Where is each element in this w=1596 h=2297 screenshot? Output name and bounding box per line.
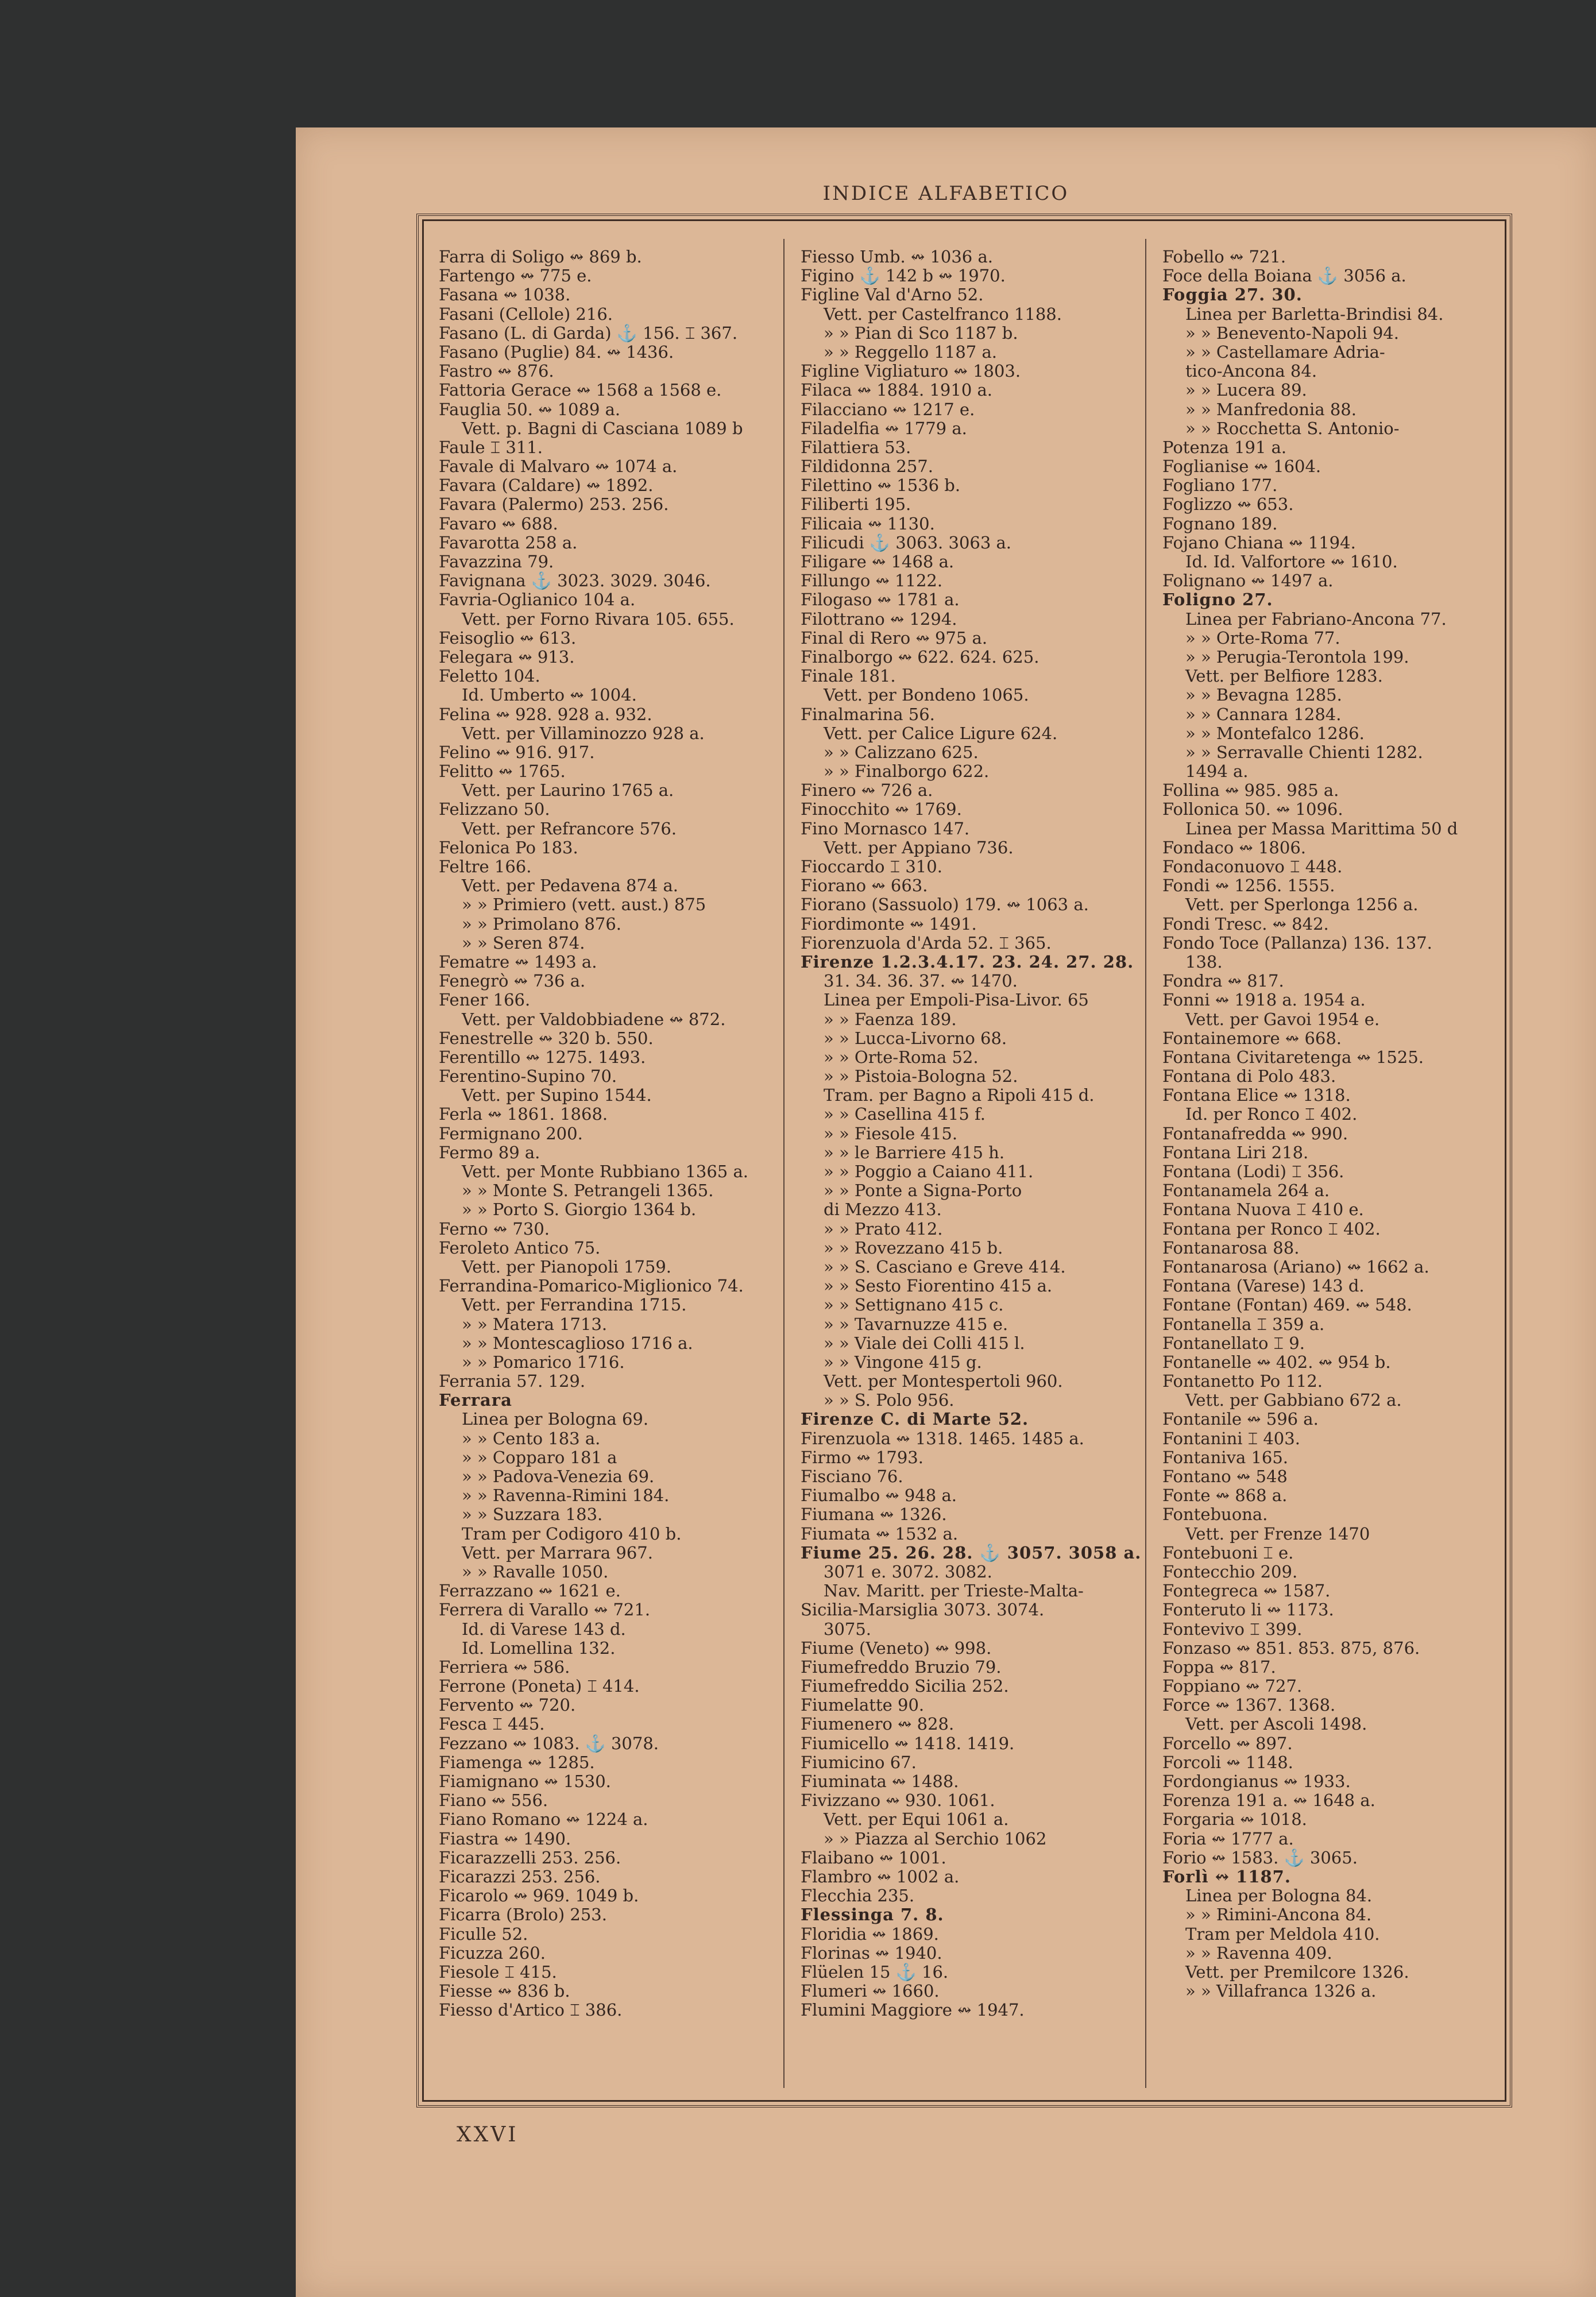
- index-entry: Ficuzza 260.: [439, 1943, 546, 1963]
- index-entry: Fontegreca ↭ 1587.: [1162, 1581, 1331, 1601]
- index-entry: Linea per Barletta-Brindisi 84.: [1185, 304, 1444, 324]
- index-entry: Follina ↭ 985. 985 a.: [1162, 781, 1339, 801]
- index-entry: » » Rimini-Ancona 84.: [1185, 1905, 1372, 1925]
- index-entry: Fontevivo ⌶ 399.: [1162, 1619, 1303, 1639]
- index-entry: Felegara ↭ 913.: [439, 647, 575, 667]
- index-entry: » » Calizzano 625.: [824, 743, 979, 762]
- index-entry: Firenze C. di Marte 52.: [801, 1410, 1029, 1429]
- index-entry: 31. 34. 36. 37. ↭ 1470.: [824, 972, 1018, 991]
- index-entry: » » Porto S. Giorgio 1364 b.: [462, 1200, 697, 1220]
- index-entry: Flumeri ↭ 1660.: [801, 1982, 940, 2001]
- index-entry: Fino Mornasco 147.: [801, 819, 970, 838]
- index-entry: Fondaconuovo ⌶ 448.: [1162, 857, 1343, 876]
- index-entry: » » Vingone 415 g.: [824, 1352, 982, 1372]
- index-entry: Fiuminata ↭ 1488.: [801, 1772, 959, 1791]
- index-entry: » » Castellamare Adria-: [1185, 342, 1385, 362]
- index-entry: Final di Rero ↭ 975 a.: [801, 628, 988, 648]
- index-entry: Filaca ↭ 1884. 1910 a.: [801, 381, 992, 400]
- index-entry: Fiumefreddo Bruzio 79.: [801, 1657, 1002, 1677]
- index-entry: Fezzano ↭ 1083. ⚓ 3078.: [439, 1734, 659, 1753]
- index-entry: Fasana ↭ 1038.: [439, 285, 571, 305]
- index-entry: Foria ↭ 1777 a.: [1162, 1829, 1294, 1849]
- index-entry: Fontana (Lodi) ⌶ 356.: [1162, 1162, 1344, 1181]
- index-entry: Fontana di Polo 483.: [1162, 1067, 1336, 1086]
- index-entry: Ferrera di Varallo ↭ 721.: [439, 1600, 651, 1620]
- index-entry: Vett. per Gabbiano 672 a.: [1185, 1391, 1402, 1410]
- index-entry: Fiumelatte 90.: [801, 1696, 925, 1715]
- index-entry: » » Settignano 415 c.: [824, 1296, 1004, 1315]
- index-entry: Fontana (Varese) 143 d.: [1162, 1277, 1365, 1296]
- index-entry: Tram per Codigoro 410 b.: [462, 1524, 682, 1544]
- index-entry: 1494 a.: [1185, 762, 1249, 782]
- index-entry: Florinas ↭ 1940.: [801, 1943, 942, 1963]
- index-entry: Favignana ⚓ 3023. 3029. 3046.: [439, 571, 711, 591]
- index-entry: Filottrano ↭ 1294.: [801, 609, 957, 629]
- index-entry: Fiumenero ↭ 828.: [801, 1715, 954, 1734]
- index-entry: » » Faenza 189.: [824, 1010, 957, 1029]
- index-entry: Fontaniva 165.: [1162, 1448, 1289, 1467]
- index-entry: Fondi Tresc. ↭ 842.: [1162, 914, 1329, 934]
- index-entry: Felitto ↭ 1765.: [439, 762, 566, 782]
- index-entry: Fontanile ↭ 596 a.: [1162, 1410, 1319, 1429]
- index-entry: Forlì ↭ 1187.: [1162, 1867, 1291, 1886]
- index-entry: Ficarazzi 253. 256.: [439, 1867, 601, 1886]
- index-entry: Fondo Toce (Pallanza) 136. 137.: [1162, 933, 1432, 953]
- index-entry: Fondra ↭ 817.: [1162, 972, 1284, 991]
- index-entry: » » Pistoia-Bologna 52.: [824, 1067, 1018, 1086]
- index-entry: Id. Umberto ↭ 1004.: [462, 686, 637, 705]
- index-entry: » » Fiesole 415.: [824, 1124, 958, 1143]
- index-entry: Ficulle 52.: [439, 1924, 528, 1944]
- index-entry: Fiumata ↭ 1532 a.: [801, 1524, 959, 1544]
- index-entry: Forcello ↭ 897.: [1162, 1734, 1293, 1753]
- index-entry: Ferla ↭ 1861. 1868.: [439, 1105, 608, 1124]
- index-entry: Linea per Empoli-Pisa-Livor. 65: [824, 991, 1089, 1010]
- index-entry: Fasani (Cellole) 216.: [439, 304, 613, 324]
- index-entry: Fobello ↭ 721.: [1162, 248, 1286, 266]
- index-entry: Fastro ↭ 876.: [439, 362, 554, 381]
- index-entry: » » Pomarico 1716.: [462, 1352, 625, 1372]
- index-entry: Fiesse ↭ 836 b.: [439, 1982, 570, 2001]
- index-entry: Linea per Bologna 84.: [1185, 1886, 1373, 1906]
- index-entry: Fontainemore ↭ 668.: [1162, 1028, 1342, 1048]
- index-entry: Nav. Maritt. per Trieste-Malta-: [824, 1581, 1084, 1601]
- index-entry: Fontanarosa 88.: [1162, 1238, 1300, 1258]
- index-column-3: [1162, 248, 1507, 2001]
- index-entry: Filicaia ↭ 1130.: [801, 514, 935, 533]
- index-entry: Fontanetto Po 112.: [1162, 1372, 1323, 1391]
- index-entry: » » Orte-Roma 52.: [824, 1047, 979, 1067]
- index-entry: Felizzano 50.: [439, 800, 550, 819]
- index-entry: Fiumana ↭ 1326.: [801, 1505, 947, 1525]
- index-entry: Feletto 104.: [439, 667, 540, 686]
- index-entry: Forenza 191 a. ↭ 1648 a.: [1162, 1791, 1375, 1811]
- index-entry: Fenestrelle ↭ 320 b. 550.: [439, 1028, 654, 1048]
- index-entry: » » Pian di Sco 1187 b.: [824, 323, 1018, 343]
- index-entry: Foglianise ↭ 1604.: [1162, 457, 1321, 477]
- index-entry: 138.: [1185, 952, 1223, 972]
- index-entry: Potenza 191 a.: [1162, 438, 1287, 457]
- index-entry: Fontanini ⌶ 403.: [1162, 1429, 1300, 1448]
- index-entry: Fildidonna 257.: [801, 457, 933, 477]
- index-entry: Faule ⌶ 311.: [439, 438, 543, 457]
- index-entry: Fiesso Umb. ↭ 1036 a.: [801, 248, 993, 266]
- column-divider: [1145, 239, 1146, 2088]
- index-entry: Fondi ↭ 1256. 1555.: [1162, 876, 1335, 896]
- index-entry: Fasano (Puglie) 84. ↭ 1436.: [439, 342, 674, 362]
- index-entry: Flessinga 7. 8.: [801, 1905, 944, 1925]
- index-entry: Feisoglio ↭ 613.: [439, 628, 577, 648]
- index-entry: Foppa ↭ 817.: [1162, 1657, 1276, 1677]
- index-entry: Vett. per Valdobbiadene ↭ 872.: [462, 1010, 726, 1029]
- index-entry: Fontano ↭ 548: [1162, 1467, 1288, 1486]
- index-entry: Finalmarina 56.: [801, 705, 935, 724]
- index-entry: » » Villafranca 1326 a.: [1185, 1982, 1377, 2001]
- index-entry: Fontanella ⌶ 359 a.: [1162, 1314, 1325, 1334]
- index-entry: Fivizzano ↭ 930. 1061.: [801, 1791, 995, 1811]
- index-entry: Vett. per Laurino 1765 a.: [462, 781, 674, 801]
- index-entry: Fioccardo ⌶ 310.: [801, 857, 942, 876]
- index-entry: » » Seren 874.: [462, 933, 585, 953]
- index-entry: Firenze 1.2.3.4.17. 23. 24. 27. 28.: [801, 952, 1134, 972]
- index-entry: Fiano Romano ↭ 1224 a.: [439, 1810, 648, 1830]
- index-entry: » » Casellina 415 f.: [824, 1105, 986, 1124]
- index-entry: » » Primolano 876.: [462, 914, 622, 934]
- index-entry: Vett. per Supino 1544.: [462, 1086, 652, 1105]
- index-entry: Fontanafredda ↭ 990.: [1162, 1124, 1348, 1143]
- index-entry: Firmo ↭ 1793.: [801, 1448, 923, 1467]
- index-entry: Fiamenga ↭ 1285.: [439, 1753, 595, 1772]
- index-entry: Fontana Nuova ⌶ 410 e.: [1162, 1200, 1364, 1220]
- index-entry: Ferriera ↭ 586.: [439, 1657, 570, 1677]
- index-entry: Figline Val d'Arno 52.: [801, 285, 984, 305]
- index-entry: » » Lucca-Livorno 68.: [824, 1028, 1007, 1048]
- index-entry: Fontanellato ⌶ 9.: [1162, 1333, 1305, 1353]
- index-entry: Filattiera 53.: [801, 438, 911, 457]
- index-entry: Fervento ↭ 720.: [439, 1696, 576, 1715]
- index-entry: Fasano (L. di Garda) ⚓ 156. ⌶ 367.: [439, 323, 738, 343]
- index-entry: Fonteruto li ↭ 1173.: [1162, 1600, 1334, 1620]
- index-entry: Fauglia 50. ↭ 1089 a.: [439, 400, 621, 419]
- index-entry: Fontebuona.: [1162, 1505, 1268, 1525]
- index-entry: Linea per Fabriano-Ancona 77.: [1185, 609, 1447, 629]
- index-entry: Id. di Varese 143 d.: [462, 1619, 626, 1639]
- index-entry: Fematre ↭ 1493 a.: [439, 952, 597, 972]
- index-entry: Fonni ↭ 1918 a. 1954 a.: [1162, 991, 1366, 1010]
- index-entry: Vett. per Frenze 1470: [1185, 1524, 1370, 1544]
- index-entry: Ferrazzano ↭ 1621 e.: [439, 1581, 621, 1601]
- index-entry: Forgaria ↭ 1018.: [1162, 1810, 1307, 1830]
- index-entry: Vett. per Pianopoli 1759.: [462, 1257, 672, 1277]
- index-entry: Finocchito ↭ 1769.: [801, 800, 962, 819]
- index-entry: Flüelen 15 ⚓ 16.: [801, 1962, 949, 1982]
- index-entry: » » Serravalle Chienti 1282.: [1185, 743, 1423, 762]
- index-entry: Fiorano (Sassuolo) 179. ↭ 1063 a.: [801, 895, 1089, 915]
- index-entry: Vett. per Belfiore 1283.: [1185, 667, 1383, 686]
- index-entry: Favara (Palermo) 253. 256.: [439, 495, 669, 515]
- index-entry: Filettino ↭ 1536 b.: [801, 476, 961, 496]
- index-entry: Fontana Liri 218.: [1162, 1143, 1309, 1162]
- index-entry: Vett. per Montespertoli 960.: [824, 1372, 1063, 1391]
- index-entry: Finalborgo ↭ 622. 624. 625.: [801, 647, 1039, 667]
- index-entry: Favara (Caldare) ↭ 1892.: [439, 476, 654, 496]
- column-divider: [783, 239, 785, 2088]
- index-entry: 3071 e. 3072. 3082.: [824, 1562, 992, 1581]
- index-entry: » » Perugia-Terontola 199.: [1185, 647, 1409, 667]
- index-entry: Linea per Massa Marittima 50 d: [1185, 819, 1458, 838]
- index-entry: Fesca ⌶ 445.: [439, 1715, 545, 1734]
- index-entry: » » Prato 412.: [824, 1219, 943, 1239]
- index-entry: Vett. per Appiano 736.: [824, 838, 1014, 857]
- index-entry: » » Suzzara 183.: [462, 1505, 603, 1525]
- index-entry: Ferrara: [439, 1391, 512, 1410]
- index-entry: » » Sesto Fiorentino 415 a.: [824, 1277, 1053, 1296]
- index-entry: Folignano ↭ 1497 a.: [1162, 571, 1334, 591]
- index-entry: Farra di Soligo ↭ 869 b.: [439, 248, 642, 266]
- index-entry: Ferrandina-Pomarico-Miglionico 74.: [439, 1277, 744, 1296]
- index-entry: Fiesole ⌶ 415.: [439, 1962, 557, 1982]
- index-entry: Feltre 166.: [439, 857, 532, 876]
- index-entry: Fiorano ↭ 663.: [801, 876, 928, 896]
- index-entry: Vett. per Bondeno 1065.: [824, 686, 1029, 705]
- index-entry: Fojano Chiana ↭ 1194.: [1162, 533, 1356, 552]
- index-entry: tico-Ancona 84.: [1185, 362, 1317, 381]
- index-entry: Fontanelle ↭ 402. ↭ 954 b.: [1162, 1352, 1391, 1372]
- index-entry: Tram per Meldola 410.: [1185, 1924, 1380, 1944]
- index-entry: Fenegrò ↭ 736 a.: [439, 972, 586, 991]
- index-entry: Vett. per Forno Rivara 105. 655.: [462, 609, 735, 629]
- index-entry: Ferrania 57. 129.: [439, 1372, 586, 1391]
- index-entry: Follonica 50. ↭ 1096.: [1162, 800, 1343, 819]
- index-entry: » » Montescaglioso 1716 a.: [462, 1333, 693, 1353]
- index-entry: Fontecchio 209.: [1162, 1562, 1298, 1581]
- index-entry: » » Lucera 89.: [1185, 381, 1307, 400]
- index-entry: Figline Vigliaturo ↭ 1803.: [801, 362, 1021, 381]
- index-entry: Filiberti 195.: [801, 495, 911, 515]
- index-entry: Fiastra ↭ 1490.: [439, 1829, 571, 1849]
- index-entry: » » S. Polo 956.: [824, 1391, 954, 1410]
- index-entry: Fontana Elice ↭ 1318.: [1162, 1086, 1351, 1105]
- index-entry: Vett. per Premilcore 1326.: [1185, 1962, 1409, 1982]
- index-entry: Favria-Oglianico 104 a.: [439, 590, 636, 610]
- index-entry: » » Piazza al Serchio 1062: [824, 1829, 1047, 1849]
- index-entry: Flambro ↭ 1002 a.: [801, 1867, 960, 1886]
- index-entry: Felonica Po 183.: [439, 838, 578, 857]
- index-entry: Fiumalbo ↭ 948 a.: [801, 1486, 957, 1506]
- index-entry: Ferentino-Supino 70.: [439, 1067, 617, 1086]
- index-entry: » » Matera 1713.: [462, 1314, 608, 1334]
- index-entry: Foce della Boiana ⚓ 3056 a.: [1162, 266, 1406, 286]
- index-entry: Fontana per Ronco ⌶ 402.: [1162, 1219, 1381, 1239]
- index-entry: » » Ravalle 1050.: [462, 1562, 609, 1581]
- index-entry: Filacciano ↭ 1217 e.: [801, 400, 975, 419]
- index-entry: Fartengo ↭ 775 e.: [439, 266, 592, 286]
- index-entry: » » Reggello 1187 a.: [824, 342, 997, 362]
- index-entry: Finale 181.: [801, 667, 896, 686]
- index-entry: Vett. per Villaminozzo 928 a.: [462, 724, 705, 743]
- index-entry: Fiumicino 67.: [801, 1753, 917, 1772]
- index-entry: Fiorenzuola d'Arda 52. ⌶ 365.: [801, 933, 1052, 953]
- index-entry: Fiume 25. 26. 28. ⚓ 3057. 3058 a.: [801, 1543, 1142, 1563]
- index-entry: » » Ravenna 409.: [1185, 1943, 1332, 1963]
- index-entry: Fiano ↭ 556.: [439, 1791, 548, 1811]
- index-entry: Filigare ↭ 1468 a.: [801, 552, 954, 571]
- index-entry: » » Rovezzano 415 b.: [824, 1238, 1003, 1258]
- index-entry: Id. Lomellina 132.: [462, 1638, 616, 1658]
- index-entry: » » Tavarnuzze 415 e.: [824, 1314, 1008, 1334]
- index-entry: » » Poggio a Caiano 411.: [824, 1162, 1034, 1181]
- index-entry: » » Padova-Venezia 69.: [462, 1467, 655, 1486]
- index-entry: Filicudi ⚓ 3063. 3063 a.: [801, 533, 1012, 552]
- index-entry: Vett. per Ascoli 1498.: [1185, 1715, 1367, 1734]
- index-entry: Vett. per Refrancore 576.: [462, 819, 677, 838]
- index-entry: » » Manfredonia 88.: [1185, 400, 1357, 419]
- index-entry: Fonte ↭ 868 a.: [1162, 1486, 1288, 1506]
- index-entry: Fonzaso ↭ 851. 853. 875, 876.: [1162, 1638, 1420, 1658]
- index-entry: Vett. p. Bagni di Casciana 1089 b: [462, 419, 743, 438]
- index-entry: Favarotta 258 a.: [439, 533, 578, 552]
- index-entry: Favazzina 79.: [439, 552, 554, 571]
- index-entry: Vett. per Equi 1061 a.: [824, 1810, 1009, 1830]
- index-entry: Firenzuola ↭ 1318. 1465. 1485 a.: [801, 1429, 1084, 1448]
- index-entry: di Mezzo 413.: [824, 1200, 942, 1220]
- index-entry: Fiumefreddo Sicilia 252.: [801, 1677, 1009, 1696]
- index-entry: Fontebuoni ⌶ e.: [1162, 1543, 1294, 1563]
- index-entry: Vett. per Sperlonga 1256 a.: [1185, 895, 1419, 915]
- index-entry: » » Ponte a Signa-Porto: [824, 1181, 1022, 1201]
- index-entry: Foppiano ↭ 727.: [1162, 1677, 1303, 1696]
- index-entry: Fontanarosa (Ariano) ↭ 1662 a.: [1162, 1257, 1429, 1277]
- index-entry: Flumini Maggiore ↭ 1947.: [801, 2001, 1025, 2020]
- index-entry: Filogaso ↭ 1781 a.: [801, 590, 960, 610]
- index-entry: » » Montefalco 1286.: [1185, 724, 1365, 743]
- index-entry: Force ↭ 1367. 1368.: [1162, 1696, 1336, 1715]
- index-entry: » » Bevagna 1285.: [1185, 686, 1342, 705]
- index-entry: Vett. per Gavoi 1954 e.: [1185, 1010, 1380, 1029]
- index-entry: Felino ↭ 916. 917.: [439, 743, 595, 762]
- index-entry: Fillungo ↭ 1122.: [801, 571, 943, 591]
- index-entry: Fisciano 76.: [801, 1467, 903, 1486]
- index-entry: Ficarra (Brolo) 253.: [439, 1905, 607, 1925]
- index-entry: » » le Barriere 415 h.: [824, 1143, 1005, 1162]
- index-entry: Fogliano 177.: [1162, 476, 1278, 496]
- page-heading: INDICE ALFABETICO: [822, 182, 1069, 205]
- index-entry: Finero ↭ 726 a.: [801, 781, 933, 801]
- index-column-2: [801, 248, 1145, 2020]
- index-entry: » » Viale dei Colli 415 l.: [824, 1333, 1025, 1353]
- index-column-1: [439, 248, 783, 2020]
- index-entry: Forcoli ↭ 1148.: [1162, 1753, 1293, 1772]
- index-entry: Foligno 27.: [1162, 590, 1273, 610]
- index-entry: Tram. per Bagno a Ripoli 415 d.: [824, 1086, 1095, 1105]
- index-entry: Flaibano ↭ 1001.: [801, 1848, 946, 1867]
- index-entry: Foggia 27. 30.: [1162, 285, 1303, 305]
- index-entry: Id. Id. Valfortore ↭ 1610.: [1185, 552, 1398, 571]
- index-entry: » » Orte-Roma 77.: [1185, 628, 1340, 648]
- index-entry: Id. per Ronco ⌶ 402.: [1185, 1105, 1358, 1124]
- index-entry: » » Rocchetta S. Antonio-: [1185, 419, 1400, 438]
- index-entry: Feroleto Antico 75.: [439, 1238, 601, 1258]
- index-entry: Ficarazzelli 253. 256.: [439, 1848, 621, 1867]
- index-entry: Fiordimonte ↭ 1491.: [801, 914, 977, 934]
- index-entry: 3075.: [824, 1619, 872, 1639]
- index-entry: » » Primiero (vett. aust.) 875: [462, 895, 706, 915]
- index-entry: Ferno ↭ 730.: [439, 1219, 550, 1239]
- index-entry: Flecchia 235.: [801, 1886, 915, 1906]
- index-entry: Vett. per Pedavena 874 a.: [462, 876, 679, 896]
- index-entry: Figino ⚓ 142 b ↭ 1970.: [801, 266, 1006, 286]
- index-entry: Floridia ↭ 1869.: [801, 1924, 939, 1944]
- index-entry: Favaro ↭ 688.: [439, 514, 558, 533]
- index-entry: Fognano 189.: [1162, 514, 1278, 533]
- index-entry: Favale di Malvaro ↭ 1074 a.: [439, 457, 678, 477]
- index-entry: Felina ↭ 928. 928 a. 932.: [439, 705, 652, 724]
- index-entry: » » Finalborgo 622.: [824, 762, 990, 782]
- index-entry: Filadelfia ↭ 1779 a.: [801, 419, 967, 438]
- page: [296, 127, 1596, 2297]
- index-frame: [416, 214, 1512, 2107]
- index-entry: Fontane (Fontan) 469. ↭ 548.: [1162, 1296, 1412, 1315]
- index-entry: Ferrone (Poneta) ⌶ 414.: [439, 1677, 640, 1696]
- index-entry: Fiesso d'Artico ⌶ 386.: [439, 2001, 623, 2020]
- index-entry: Vett. per Monte Rubbiano 1365 a.: [462, 1162, 748, 1181]
- index-entry: Vett. per Marrara 967.: [462, 1543, 653, 1563]
- index-entry: » » S. Casciano e Greve 414.: [824, 1257, 1066, 1277]
- index-entry: Ficarolo ↭ 969. 1049 b.: [439, 1886, 639, 1906]
- index-entry: Fondaco ↭ 1806.: [1162, 838, 1306, 857]
- index-entry: Fordongianus ↭ 1933.: [1162, 1772, 1351, 1791]
- index-entry: Fener 166.: [439, 991, 531, 1010]
- index-entry: Vett. per Ferrandina 1715.: [462, 1296, 687, 1315]
- index-entry: » » Ravenna-Rimini 184.: [462, 1486, 670, 1506]
- index-entry: Linea per Bologna 69.: [462, 1410, 649, 1429]
- index-entry: Fontanamela 264 a.: [1162, 1181, 1330, 1201]
- index-entry: » » Cannara 1284.: [1185, 705, 1342, 724]
- page-number: XXVI: [457, 2123, 519, 2147]
- index-entry: Forio ↭ 1583. ⚓ 3065.: [1162, 1848, 1358, 1867]
- index-entry: Fermignano 200.: [439, 1124, 583, 1143]
- index-entry: Fontana Civitaretenga ↭ 1525.: [1162, 1047, 1424, 1067]
- index-entry: Fiume (Veneto) ↭ 998.: [801, 1638, 992, 1658]
- index-entry: » » Copparo 181 a: [462, 1448, 617, 1467]
- index-entry: Fattoria Gerace ↭ 1568 a 1568 e.: [439, 381, 722, 400]
- index-entry: Fiamignano ↭ 1530.: [439, 1772, 611, 1791]
- index-entry: Fiumicello ↭ 1418. 1419.: [801, 1734, 1015, 1753]
- index-entry: Ferentillo ↭ 1275. 1493.: [439, 1047, 646, 1067]
- index-entry: » » Monte S. Petrangeli 1365.: [462, 1181, 714, 1201]
- index-entry: Sicilia-Marsiglia 3073. 3074.: [801, 1600, 1045, 1620]
- index-entry: Fermo 89 a.: [439, 1143, 540, 1162]
- index-entry: Vett. per Calice Ligure 624.: [824, 724, 1058, 743]
- index-entry: Vett. per Castelfranco 1188.: [824, 304, 1062, 324]
- index-entry: Foglizzo ↭ 653.: [1162, 495, 1294, 515]
- index-entry: » » Benevento-Napoli 94.: [1185, 323, 1399, 343]
- index-entry: » » Cento 183 a.: [462, 1429, 601, 1448]
